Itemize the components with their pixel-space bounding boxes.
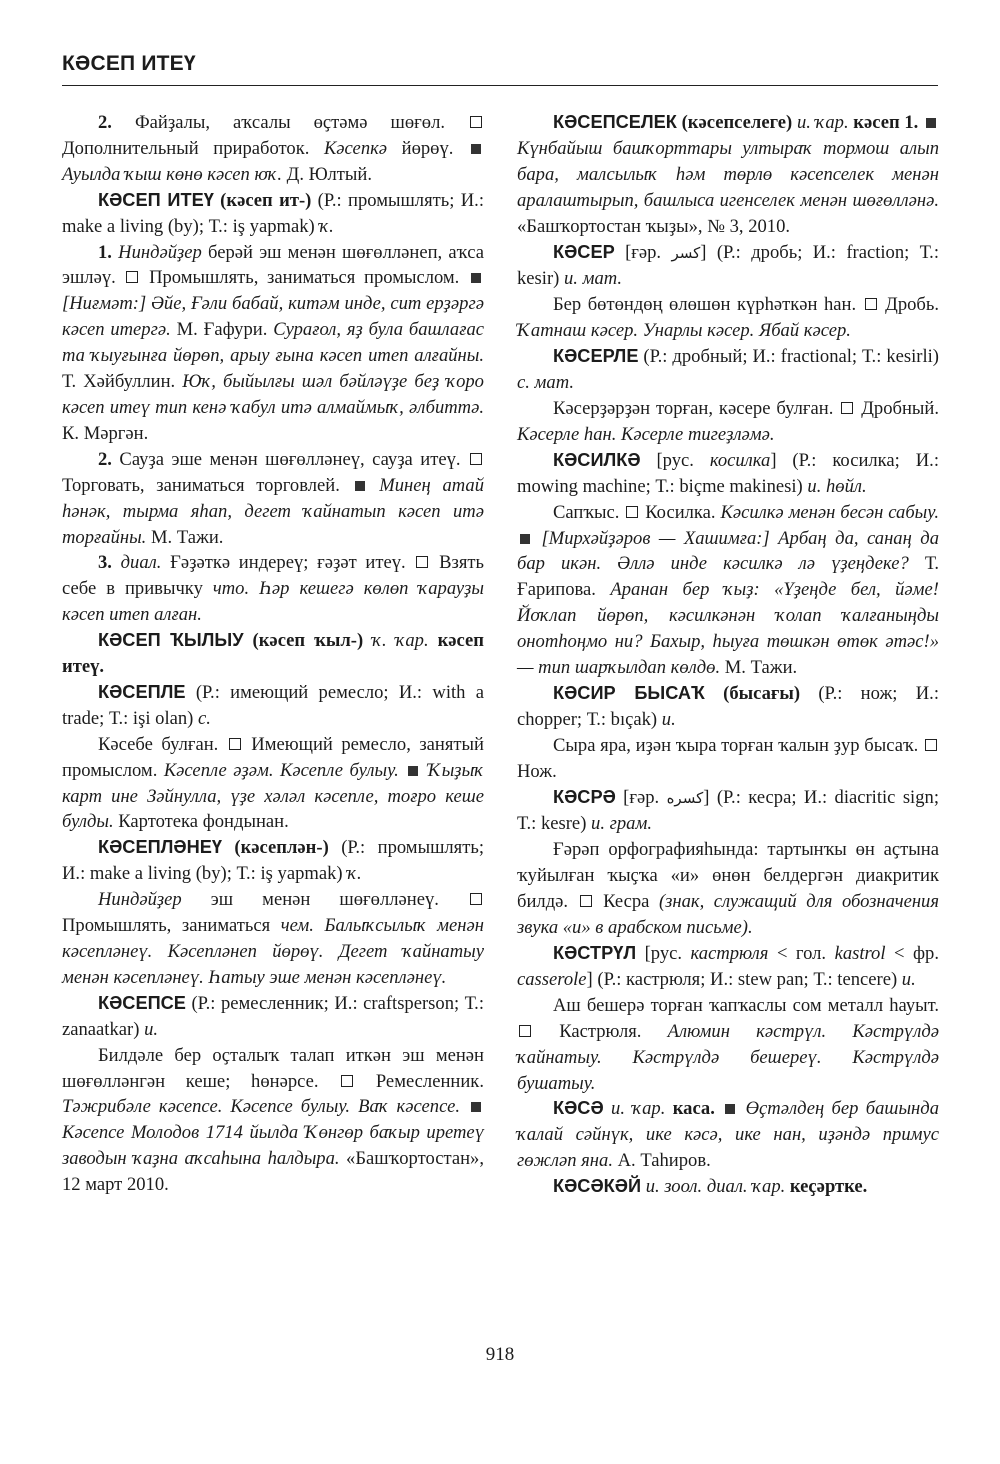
header-rule: [62, 85, 938, 86]
left-column: [62, 110, 484, 1198]
entry-text: кәсеп итеү.: [62, 630, 485, 678]
headword: КӘСЕП ИТЕҮ: [98, 189, 214, 210]
example-marker-icon: [520, 534, 530, 544]
entry-text: ҡ.: [347, 863, 362, 885]
example-marker-icon: [355, 481, 365, 491]
dictionary-paragraph: [62, 550, 484, 628]
entry-text: эш менән шөғөлләнеү.: [181, 889, 468, 911]
headword: КӘСЕП ҠЫЛЫУ: [98, 630, 244, 651]
example-marker-icon: [926, 118, 936, 128]
entry-text: и.: [901, 968, 916, 990]
entry-text: и. грам.: [591, 813, 652, 835]
dictionary-paragraph: [517, 941, 939, 993]
entry-text: кастрюля: [690, 943, 769, 964]
entry-text: Нож.: [517, 760, 557, 782]
headword: КӘСӘ: [553, 1098, 604, 1119]
entry-text: Күнбайыш башҡорттары ултыраҡ тормош алып бара, малсылыҡ һәм төрлө кәсепселек менән аралаштырып, башлыса игенселек менән шөғөлләнә.: [517, 137, 939, 211]
entry-text: что. Һәр кешегә көлөп ҡарауҙы кәсеп итеп алған.: [62, 578, 484, 626]
entry-text: Кәсепле әҙәм. Кәсепле булыу.: [163, 759, 399, 781]
entry-text: (Р.: промышлять; И.: make a living (by); Т.: iş yapmak): [62, 189, 484, 237]
entry-text: ] (Р.: кастрюля; И.: stew pan; Т.: tencere): [586, 968, 902, 990]
entry-text: чем. Балыҡсылыҡ менән кәсепләнеү. Кәсепләнеп йөрөү. Дегет ҡайнатыу менән кәсепләнеү. Һатыу эше менән кәсепләнеү.: [62, 915, 484, 988]
entry-text: [рус.: [640, 449, 710, 471]
russian-equivalent-marker-icon: [416, 556, 428, 568]
entry-text: (Р.: нож; И.: chopper; Т.: bıçak): [517, 682, 939, 730]
entry-text: Ғәҙәткә индереү; ғәҙәт итеү.: [161, 552, 415, 574]
entry-text: Косилка.: [640, 501, 721, 523]
entry-text: كسر: [671, 243, 701, 262]
entry-text: с. мат.: [517, 372, 575, 394]
headword: КӘСЕПЛЕ: [98, 681, 186, 702]
entry-text: Имеющий ремесло, занятый промыслом.: [62, 733, 484, 781]
entry-text: كسره: [666, 788, 704, 807]
entry-text: Сауҙа эше менән шөғөлләнеү, сауҙа итеү.: [119, 448, 468, 470]
russian-equivalent-marker-icon: [470, 893, 482, 905]
entry-text: 1.: [98, 241, 119, 263]
entry-text: Кәсерҙәрҙән торған, кәсере булған.: [553, 397, 840, 419]
running-header: КӘСЕП ИТЕҮ: [62, 52, 196, 75]
entry-text: Ремесленник.: [355, 1070, 484, 1092]
dictionary-paragraph: [517, 240, 939, 293]
entry-text: (бысағы): [704, 682, 801, 704]
entry-text: (Р.: ремесленник; И.: craftsperson; Т.: zanaatkar): [62, 992, 484, 1040]
entry-text: Юҡ, быйылғы шәл бәйләүҙе беҙ ҡоро кәсеп итеү тип кенә ҡабул итә алмаймыҡ, әлбиттә.: [62, 371, 484, 418]
russian-equivalent-marker-icon: [626, 506, 638, 518]
entry-text: [715, 1098, 722, 1119]
dictionary-paragraph: [517, 1174, 939, 1200]
entry-text: Кәсилкә менән бесән сабыу.: [720, 501, 939, 523]
entry-text: Промышлять, заниматься: [62, 915, 281, 937]
entry-text: Файҙалы, аҡсалы өҫтәмә шөғөл.: [134, 112, 468, 133]
entry-text: Аш бешерә торған ҡапҡаслы сом металл һауыт.: [553, 994, 939, 1016]
russian-equivalent-marker-icon: [341, 1075, 353, 1087]
entry-text: Сапҡыс.: [553, 501, 625, 523]
entry-text: Минең атай һәнәк, тырма яһап, дегет ҡайнатып кәсеп итә торғайны.: [62, 474, 484, 548]
page-number: 918: [485, 1344, 515, 1365]
headword: КӘСИР БЫСАҠ: [553, 682, 705, 703]
russian-equivalent-marker-icon: [865, 298, 877, 310]
headword: КӘСЕПСЕЛЕК: [553, 112, 677, 132]
entry-text: А. Таһиров.: [612, 1150, 711, 1172]
russian-equivalent-marker-icon: [126, 271, 138, 283]
entry-text: каса.: [665, 1098, 715, 1120]
dictionary-paragraph: [62, 110, 484, 188]
headword: КӘСӘКӘЙ: [553, 1176, 642, 1197]
entry-text: [363, 630, 372, 651]
entry-text: [ғәр.: [614, 241, 672, 263]
example-marker-icon: [471, 273, 481, 283]
right-column: [517, 110, 939, 1200]
example-marker-icon: [408, 766, 418, 776]
dictionary-paragraph: [62, 240, 484, 447]
dictionary-paragraph: [517, 110, 939, 240]
entry-text: Бер бөтөндөң өлөшөн күрһәткән һан.: [553, 294, 863, 316]
entry-text: Өҫтәлдең бер башында ҡалай сәйнүк, ике кәсә, ике нан, иҙәндә примус гөжләп яна.: [517, 1098, 939, 1172]
entry-text: Сыра яра, иҙән ҡыра торған ҡалын ҙур бысаҡ.: [553, 734, 923, 756]
entry-text: йөрөү.: [387, 137, 468, 159]
entry-text: и. ҡар.: [611, 1098, 666, 1120]
entry-text: 2.: [98, 448, 120, 470]
entry-text: [399, 760, 405, 781]
entry-text: кеҫәртке.: [785, 1176, 868, 1198]
dictionary-paragraph: [62, 991, 484, 1043]
dictionary-paragraph: [62, 628, 484, 680]
entry-text: Алюмин кәстрүл. Кәстрүлдә ҡайнатыу. Кәстрүлдә бешереү. Кәстрүлдә бушатыу.: [517, 1020, 939, 1094]
dictionary-paragraph: [517, 837, 939, 941]
headword: КӘСЕПСЕ: [98, 992, 186, 1013]
dictionary-paragraph: [62, 447, 484, 551]
entry-text: (кәсепселеге): [676, 112, 793, 133]
headword: КӘСРӘ: [553, 786, 616, 807]
russian-equivalent-marker-icon: [841, 402, 853, 414]
entry-text: [460, 1096, 468, 1117]
entry-text: [ғәр.: [615, 786, 667, 808]
entry-text: Ғәрәп орфографияһында: тартынҡы өн аҫтына ҡуйылған ҡыҫҡа «и» өнөн белдергән диакритик билдә.: [517, 839, 939, 913]
entry-text: (кәсеплән-): [222, 837, 329, 859]
entry-text: и.: [661, 708, 676, 730]
dictionary-paragraph: [62, 188, 484, 240]
entry-text: косилка: [709, 449, 771, 471]
entry-text: Ҡатнаш кәсер. Унарлы кәсер. Ябай кәсер.: [517, 320, 851, 342]
entry-text: ҡ.: [319, 215, 334, 237]
entry-text: берәй эш менән шөғөлләнеп, аҡса эшләү.: [62, 241, 485, 289]
entry-text: [рус.: [636, 943, 691, 964]
headword: КӘСТРҮЛ: [553, 943, 637, 963]
entry-text: < фр.: [885, 943, 939, 964]
entry-text: Д. Юлтый.: [282, 163, 373, 185]
entry-text: kastrol: [834, 943, 886, 964]
entry-text: (знак, служащий для обозначения звука «и» в арабском письме).: [517, 891, 939, 939]
entry-text: и. һөйл.: [807, 475, 867, 497]
dictionary-paragraph: [517, 785, 939, 838]
entry-text: (Р.: имеющий ремесло; И.: with a trade; Т.: işi olan): [62, 681, 484, 729]
entry-text: [Ниғмәт:] Әйе, Ғәли бабай, китәм инде, сит ерҙәргә кәсеп итергә.: [62, 293, 484, 341]
entry-text: (Р.: промышлять; И.: make a living (by); Т.: iş yapmak): [62, 837, 484, 885]
entry-text: Ҡыҙыҡ карт ине Зәйнулла, үҙе хәләл кәсепле, тоғро кеше булды.: [62, 759, 484, 833]
dictionary-paragraph: [517, 681, 939, 733]
dictionary-paragraph: [517, 500, 939, 681]
entry-text: 2.: [98, 112, 135, 133]
entry-text: (Р.: дробный; И.: fractional; Т.: kesirli): [638, 346, 939, 368]
dictionary-paragraph: [62, 835, 484, 887]
entry-text: (кәсеп ҡыл-): [243, 630, 364, 652]
entry-text: < гол.: [768, 943, 835, 964]
dictionary-paragraph: [517, 396, 939, 448]
entry-text: Промышлять, заниматься промыслом.: [140, 267, 468, 289]
entry-text: и. мат.: [563, 268, 623, 290]
dictionary-paragraph: [517, 733, 939, 785]
entry-text: [918, 112, 923, 133]
entry-text: «Башҡортостан», 12 март 2010.: [62, 1148, 484, 1196]
russian-equivalent-marker-icon: [470, 453, 482, 465]
entry-text: Картотека фондынан.: [113, 811, 289, 833]
entry-text: Т. Ғарипова.: [517, 553, 939, 601]
headword: КӘСЕР: [553, 241, 615, 262]
dictionary-paragraph: [62, 1043, 484, 1198]
entry-text: casserole: [517, 968, 587, 990]
entry-text: и. зоол. диал. ҡар.: [645, 1176, 786, 1198]
entry-text: М. Тажи.: [146, 526, 224, 548]
entry-text: М. Ғафури.: [170, 319, 274, 341]
entry-text: Дробный.: [855, 397, 939, 419]
dictionary-paragraph: [62, 680, 484, 732]
entry-text: Ауылда ҡыш көнө кәсеп юҡ.: [62, 163, 283, 185]
russian-equivalent-marker-icon: [229, 738, 241, 750]
example-marker-icon: [471, 144, 481, 154]
entry-text: Дробь.: [878, 294, 939, 316]
entry-text: и.: [144, 1018, 159, 1040]
russian-equivalent-marker-icon: [519, 1025, 531, 1037]
headword: КӘСЕПЛӘНЕҮ: [98, 837, 222, 858]
dictionary-paragraph: [517, 1096, 939, 1174]
entry-text: [604, 1098, 611, 1119]
entry-text: Торговать, заниматься торговлей.: [62, 474, 352, 496]
entry-text: (кәсеп ит-): [213, 189, 312, 211]
entry-text: Кәсебе булған.: [98, 733, 227, 755]
example-marker-icon: [471, 1102, 481, 1112]
entry-text: Сурағол, яҙ була башлағас та ҡыуғынға йөрөп, арыу ғына кәсеп итеп алғайны.: [62, 319, 484, 367]
headword: КӘСИЛКӘ: [553, 449, 641, 470]
entry-text: К. Мәргән.: [62, 422, 149, 444]
entry-text: 3.: [98, 552, 121, 574]
entry-text: ҡ. ҡар.: [372, 630, 429, 652]
entry-text: Тәжрибәле кәсепсе. Кәсепсе булыу. Ваҡ кәсепсе.: [62, 1096, 460, 1118]
dictionary-paragraph: [517, 292, 939, 344]
dictionary-paragraph: [517, 448, 939, 500]
entry-text: ] (Р.: кесра; И.: diacritic sign; Т.: kesre): [517, 786, 939, 835]
dictionary-paragraph: [62, 732, 484, 836]
entry-text: Билдәле бер оҫталыҡ талап иткән эш менән шөғөлләнгән кеше; һөнәрсе.: [62, 1044, 484, 1092]
entry-text: ] (Р.: дробь; И.: fraction; Т.: kesir): [517, 241, 939, 290]
entry-text: Ниндәйҙер: [118, 241, 202, 263]
russian-equivalent-marker-icon: [580, 895, 592, 907]
entry-text: Ниндәйҙер: [98, 889, 182, 911]
entry-text: [Мирхәйҙәров — Хашимға:] Арбаң да, санаң да бар икән. Әллә инде кәсилкә лә үҙеңдеке?: [517, 527, 939, 575]
dictionary-paragraph: [62, 887, 484, 991]
entry-text: диал.: [120, 552, 162, 574]
entry-text: Взять себе в привычку: [62, 552, 484, 600]
entry-text: с.: [198, 707, 211, 729]
entry-text: и. ҡар.: [796, 112, 849, 133]
entry-text: «Башҡортостан ҡыҙы», № 3, 2010.: [517, 215, 791, 237]
russian-equivalent-marker-icon: [470, 116, 482, 128]
entry-text: Кәсепсе Молодов 1714 йылда Ҡөнгөр баҡыр иретеү заводын ҡаҙна аҡсаһына һалдыра.: [62, 1122, 484, 1170]
entry-text: М. Тажи.: [720, 657, 798, 679]
entry-text: Кәсерле һан. Кәсерле тигеҙләмә.: [517, 423, 775, 445]
example-marker-icon: [725, 1104, 735, 1114]
entry-text: Кәсепкә: [323, 137, 388, 159]
dictionary-paragraph: [517, 993, 939, 1097]
headword: КӘСЕРЛЕ: [553, 346, 639, 367]
entry-text: Кастрюля.: [533, 1020, 668, 1042]
entry-text: Дополнительный приработок.: [62, 137, 324, 159]
entry-text: Аранан бер ҡыҙ: «Үҙеңде бел, йәме! Йоҡлап йөрөп, кәсилкәнән ҡолап ҡалғаныңды онотһоңмо ни? Бахыр, һыуға төшкән өтөк әтәс!» — тип шарҡылдап көлдө.: [517, 579, 939, 679]
dictionary-paragraph: [517, 344, 939, 396]
entry-text: Т. Хәйбуллин.: [62, 371, 183, 393]
entry-text: Кесра: [593, 891, 659, 913]
entry-text: ] (Р.: косилка; И.: mowing machine; Т.: biçme makinesi): [517, 449, 939, 497]
entry-text: кәсеп 1.: [848, 112, 919, 133]
russian-equivalent-marker-icon: [925, 739, 937, 751]
